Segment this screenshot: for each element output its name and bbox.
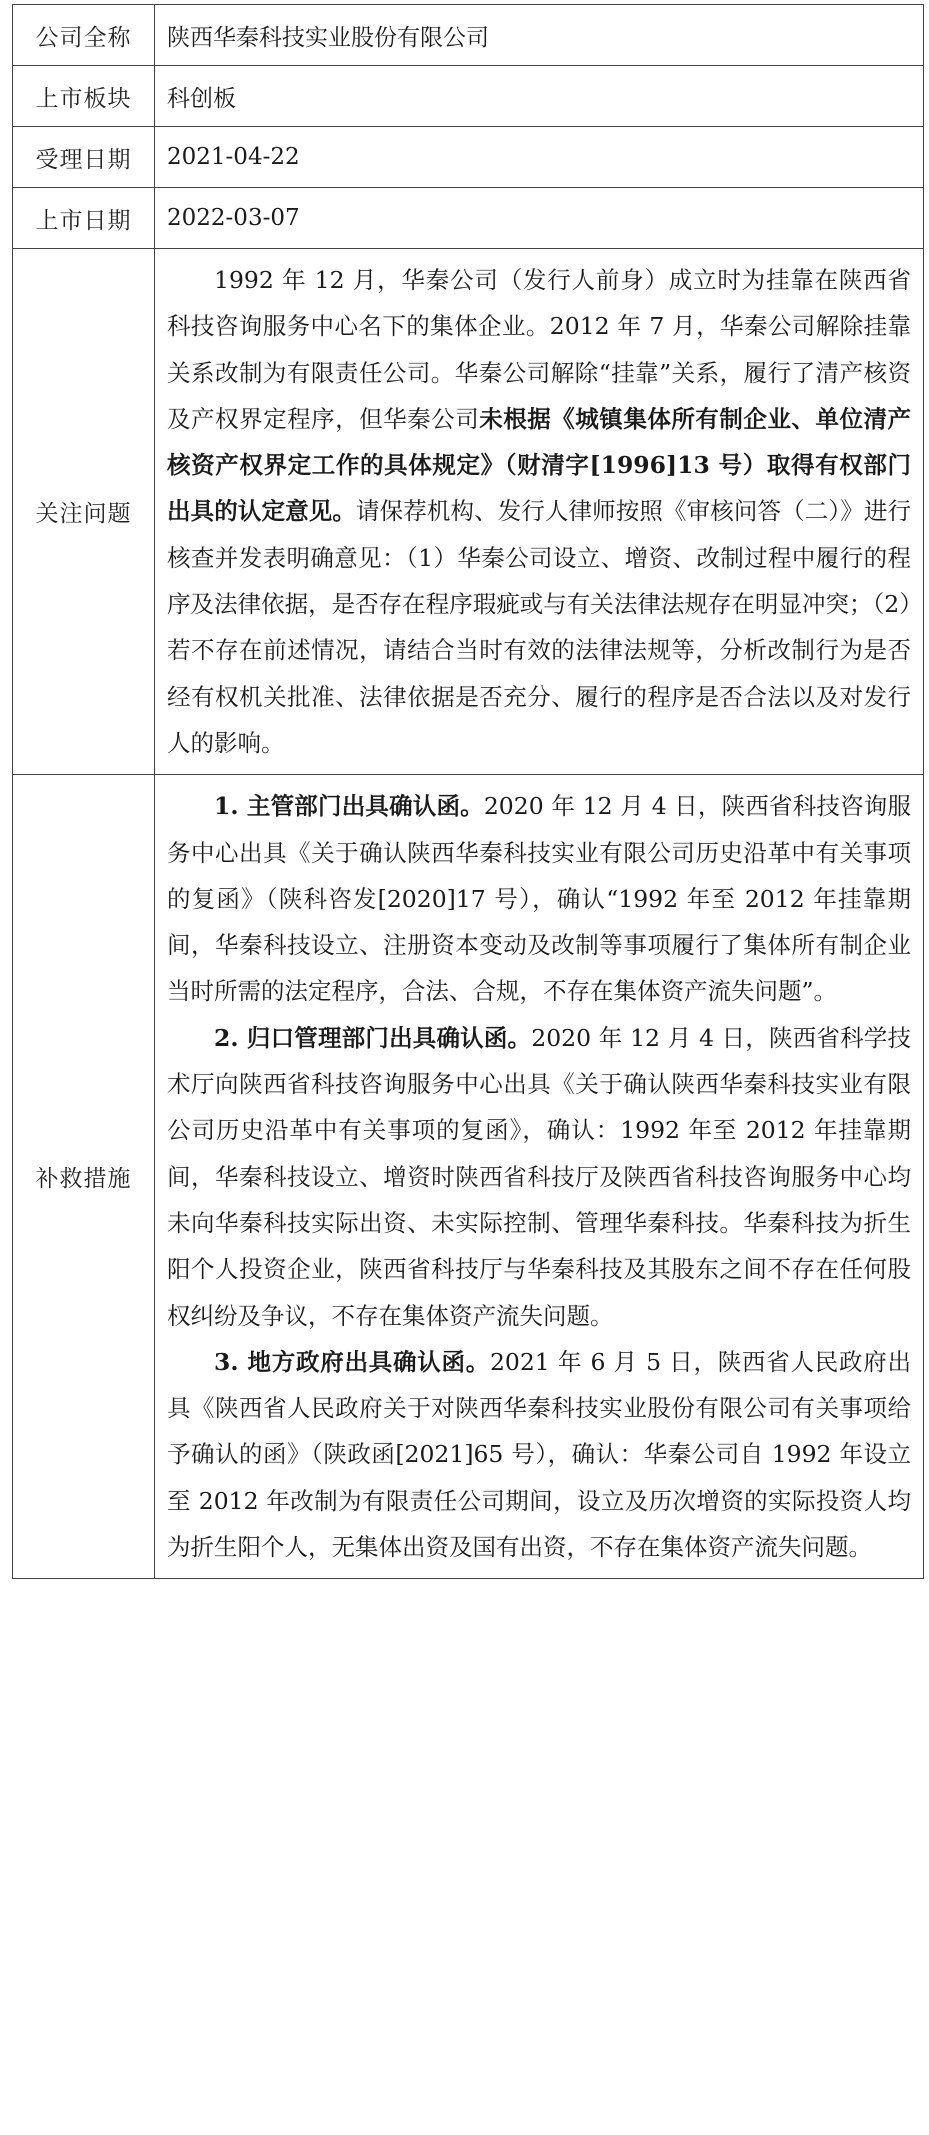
concern-label: 关注问题 xyxy=(13,249,155,775)
concern-key-issue: 未根据《城镇集体所有制企业、单位清产核资产权界定工作的具体规定》（财清字[1996]13 号）取得有权部门出具的认定意见。 xyxy=(167,404,912,526)
company-row xyxy=(13,5,924,66)
board-label: 上市板块 xyxy=(13,66,155,127)
list-date-row xyxy=(13,188,924,249)
board-row xyxy=(13,66,924,127)
remedy-label: 补救措施 xyxy=(13,775,155,1579)
accept-date-row xyxy=(13,127,924,188)
remedy-item-text: 2021 年 6 月 5 日，陕西省人民政府出具《陕西省人民政府关于对陕西华秦科技实业股份有限公司有关事项给予确认的函》（陕政函[2021]65 号），确认：华秦公司自 1992 年设立至 2012 年改制为有限责任公司期间，设立及历次增资的实际投资人均为折生阳个人，无集体出资及国有出资，不存在集体资产流失问题。 xyxy=(167,1347,911,1562)
concern-row xyxy=(13,249,924,775)
board-value: 科创板 xyxy=(155,66,924,127)
accept-date-label: 受理日期 xyxy=(13,127,155,188)
concern-text xyxy=(155,249,924,775)
info-table xyxy=(12,4,924,1579)
concern-intro: 1992 年 12 月，华秦公司（发行人前身）成立时为挂靠在陕西省科技咨询服务中心名下的集体企业。2012 年 7 月，华秦公司解除挂靠关系改制为有限责任公司。华秦公司解除“挂靠”关系，履行了清产核资及产权界定程序，但华秦公司 xyxy=(167,266,911,433)
accept-date-value: 2021-04-22 xyxy=(155,127,924,188)
remedy-item xyxy=(167,1015,911,1339)
remedy-item-head: 3. 地方政府出具确认函。 xyxy=(214,1347,490,1376)
remedy-item xyxy=(167,1339,911,1570)
list-date-label: 上市日期 xyxy=(13,188,155,249)
remedy-row xyxy=(13,775,924,1579)
list-date-value: 2022-03-07 xyxy=(155,188,924,249)
remedy-text xyxy=(155,775,924,1579)
company-value: 陕西华秦科技实业股份有限公司 xyxy=(155,5,924,66)
remedy-item-text: 2020 年 12 月 4 日，陕西省科技咨询服务中心出具《关于确认陕西华秦科技实业有限公司历史沿革中有关事项的复函》（陕科咨发[2020]17 号），确认“1992 年至 2012 年挂靠期间，华秦科技设立、注册资本变动及改制等事项履行了集体所有制企业当时所需的法定程序，合法、合规，不存在集体资产流失问题”。 xyxy=(167,792,911,1006)
company-label: 公司全称 xyxy=(13,5,155,66)
remedy-item xyxy=(167,783,911,1014)
remedy-item-text: 2020 年 12 月 4 日，陕西省科学技术厅向陕西省科技咨询服务中心出具《关于确认陕西华秦科技实业有限公司历史沿革中有关事项的复函》，确认：1992 年至 2012 年挂靠期间，华秦科技设立、增资时陕西省科技厅及陕西省科技咨询服务中心均未向华秦科技实际出资、未实际控制、管理华秦科技。华秦科技为折生阳个人投资企业，陕西省科技厅与华秦科技及其股东之间不存在任何股权纠纷及争议，不存在集体资产流失问题。 xyxy=(167,1023,911,1330)
concern-request: 请保荐机构、发行人律师按照《审核问答（二）》进行核查并发表明确意见：（1）华秦公司设立、增资、改制过程中履行的程序及法律依据，是否存在程序瑕疵或与有关法律法规存在明显冲突；（2）若不存在前述情况，请结合当时有效的法律法规等，分析改制行为是否经有权机关批准、法律依据是否充分、履行的程序是否合法以及对发行人的影响。 xyxy=(167,497,912,757)
remedy-item-head: 1. 主管部门出具确认函。 xyxy=(214,792,484,821)
remedy-item-head: 2. 归口管理部门出具确认函。 xyxy=(214,1023,532,1052)
